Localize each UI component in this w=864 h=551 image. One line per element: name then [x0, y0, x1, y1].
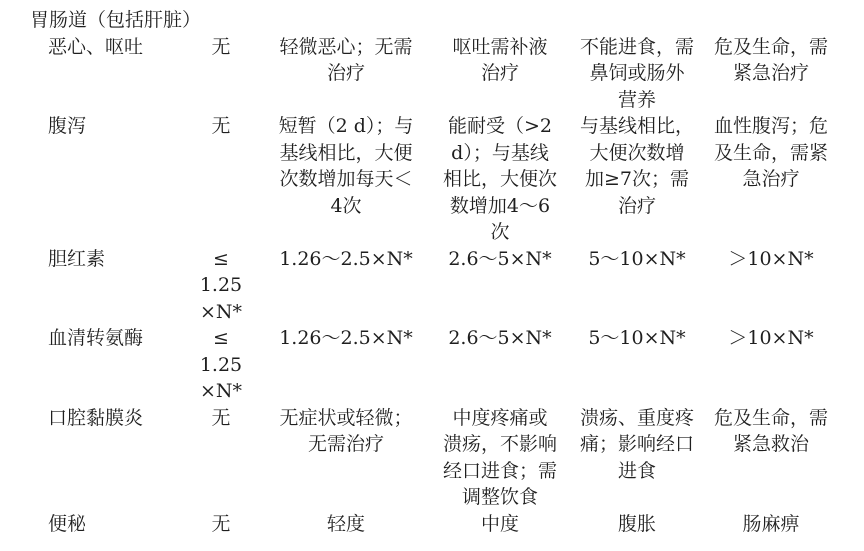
cell-line: 1.26～2.5×N* [279, 327, 413, 349]
cell-line: 短暂（2 d）；与 [278, 115, 414, 137]
row-label: 胆红素 [48, 247, 106, 270]
grade-1-cell [263, 34, 429, 87]
table-row [0, 511, 864, 538]
cell-line: 2.6～5×N* [448, 327, 552, 349]
cell-line: 无需治疗 [307, 433, 384, 455]
cell-line: 进食 [617, 459, 656, 482]
cell-line: 及生命，需紧 [713, 141, 828, 164]
cell-line: ×N* [199, 300, 243, 323]
grade-2-cell [430, 325, 570, 352]
grading-table [0, 34, 864, 538]
grade-0-cell [190, 246, 252, 326]
cell-line: 次数增加每天＜ [279, 168, 413, 190]
grade-3-cell [572, 511, 702, 538]
section-title: 胃肠道（包括肝脏） [30, 9, 202, 31]
grade-2-cell [430, 246, 570, 273]
grade-2-cell [430, 113, 570, 246]
cell-line: 1.25 [199, 353, 243, 376]
cell-line: 大便次数增 [589, 141, 685, 164]
cell-line: 紧急治疗 [732, 62, 809, 84]
grade-0-cell [190, 325, 252, 405]
cell-line: 治疗 [326, 62, 365, 84]
cell-line: 1.25 [199, 274, 243, 296]
grade-1-cell [263, 325, 429, 352]
cell-line: 次 [490, 221, 510, 243]
cell-line: ≤ [213, 327, 229, 349]
grade-4-cell [704, 246, 838, 273]
cell-line: 急治疗 [742, 168, 800, 190]
cell-line: 4次 [330, 194, 362, 217]
cell-line: 无 [211, 512, 231, 535]
grade-0-cell [190, 113, 252, 140]
cell-line: 数增加4～6 [449, 194, 551, 217]
cell-line: 无 [211, 115, 231, 137]
grade-3-cell [572, 246, 702, 273]
cell-line: 治疗 [617, 194, 656, 217]
cell-line: 溃疡、重度疼 [579, 406, 694, 429]
cell-line: 血性腹泻；危 [713, 115, 828, 137]
cell-line: 轻微恶心；无需 [279, 35, 413, 58]
grade-2-cell [430, 34, 570, 87]
grade-3-cell [572, 34, 702, 114]
grade-4-cell [704, 511, 838, 538]
cell-line: 2.6～5×N* [448, 247, 552, 270]
cell-line: 不能进食，需 [579, 35, 694, 58]
grade-0-cell [190, 34, 252, 61]
row-label: 便秘 [48, 512, 87, 535]
row-label: 腹泻 [48, 115, 87, 137]
cell-line: 5～10×N* [588, 247, 686, 270]
cell-line: ＞10×N* [728, 327, 814, 349]
cell-line: 痛；影响经口 [579, 433, 694, 455]
cell-line: 危及生命，需 [713, 35, 828, 58]
cell-line: 经口进食；需 [442, 459, 557, 482]
cell-line: 加≥7次；需 [584, 168, 689, 190]
cell-line: 呕吐需补液 [452, 35, 548, 58]
cell-line: 无 [211, 35, 231, 58]
cell-line: 紧急救治 [732, 433, 809, 455]
cell-line: ≤ [213, 247, 229, 270]
cell-line: 溃疡，不影响 [442, 433, 557, 455]
row-label: 恶心、呕吐 [48, 35, 144, 58]
row-label: 口腔黏膜炎 [48, 406, 144, 429]
grade-1-cell [263, 246, 429, 273]
cell-line: ×N* [199, 380, 243, 402]
cell-line: 中度 [480, 512, 519, 535]
grade-3-cell [572, 405, 702, 485]
cell-line: 与基线相比， [579, 115, 694, 137]
table-row [0, 34, 864, 114]
document-page [0, 7, 864, 537]
cell-line: 肠麻痹 [742, 512, 800, 535]
cell-line: ＞10×N* [728, 247, 814, 270]
table-row [0, 405, 864, 511]
cell-line: 轻度 [326, 512, 365, 535]
table-row [0, 113, 864, 246]
cell-line: 能耐受（>2 [447, 115, 552, 137]
cell-line: 危及生命，需 [713, 406, 828, 429]
grade-3-cell [572, 325, 702, 352]
cell-line: d）；与基线 [451, 141, 549, 164]
cell-line: 治疗 [480, 62, 519, 84]
cell-line: 基线相比，大便 [279, 141, 413, 164]
cell-line: 5～10×N* [588, 327, 686, 349]
grade-2-cell [430, 405, 570, 511]
cell-line: 无症状或轻微； [279, 406, 413, 429]
grade-2-cell [430, 511, 570, 538]
cell-line: 相比，大便次 [442, 168, 557, 190]
grade-4-cell [704, 405, 838, 458]
cell-line: 无 [211, 406, 231, 429]
grade-0-cell [190, 511, 252, 538]
cell-line: 腹胀 [617, 512, 656, 535]
cell-line: 1.26～2.5×N* [279, 247, 413, 270]
cell-line: 营养 [617, 88, 656, 111]
grade-1-cell [263, 511, 429, 538]
grade-1-cell [263, 113, 429, 219]
grade-0-cell [190, 405, 252, 432]
grade-3-cell [572, 113, 702, 219]
cell-line: 鼻饲或肠外 [589, 62, 685, 84]
cell-line: 调整饮食 [461, 486, 538, 508]
row-label: 血清转氨酶 [48, 327, 144, 349]
grade-1-cell [263, 405, 429, 458]
grade-4-cell [704, 34, 838, 87]
table-row [0, 246, 864, 326]
table-row [0, 325, 864, 405]
grade-4-cell [704, 113, 838, 193]
grade-4-cell [704, 325, 838, 352]
cell-line: 中度疼痛或 [452, 406, 548, 429]
